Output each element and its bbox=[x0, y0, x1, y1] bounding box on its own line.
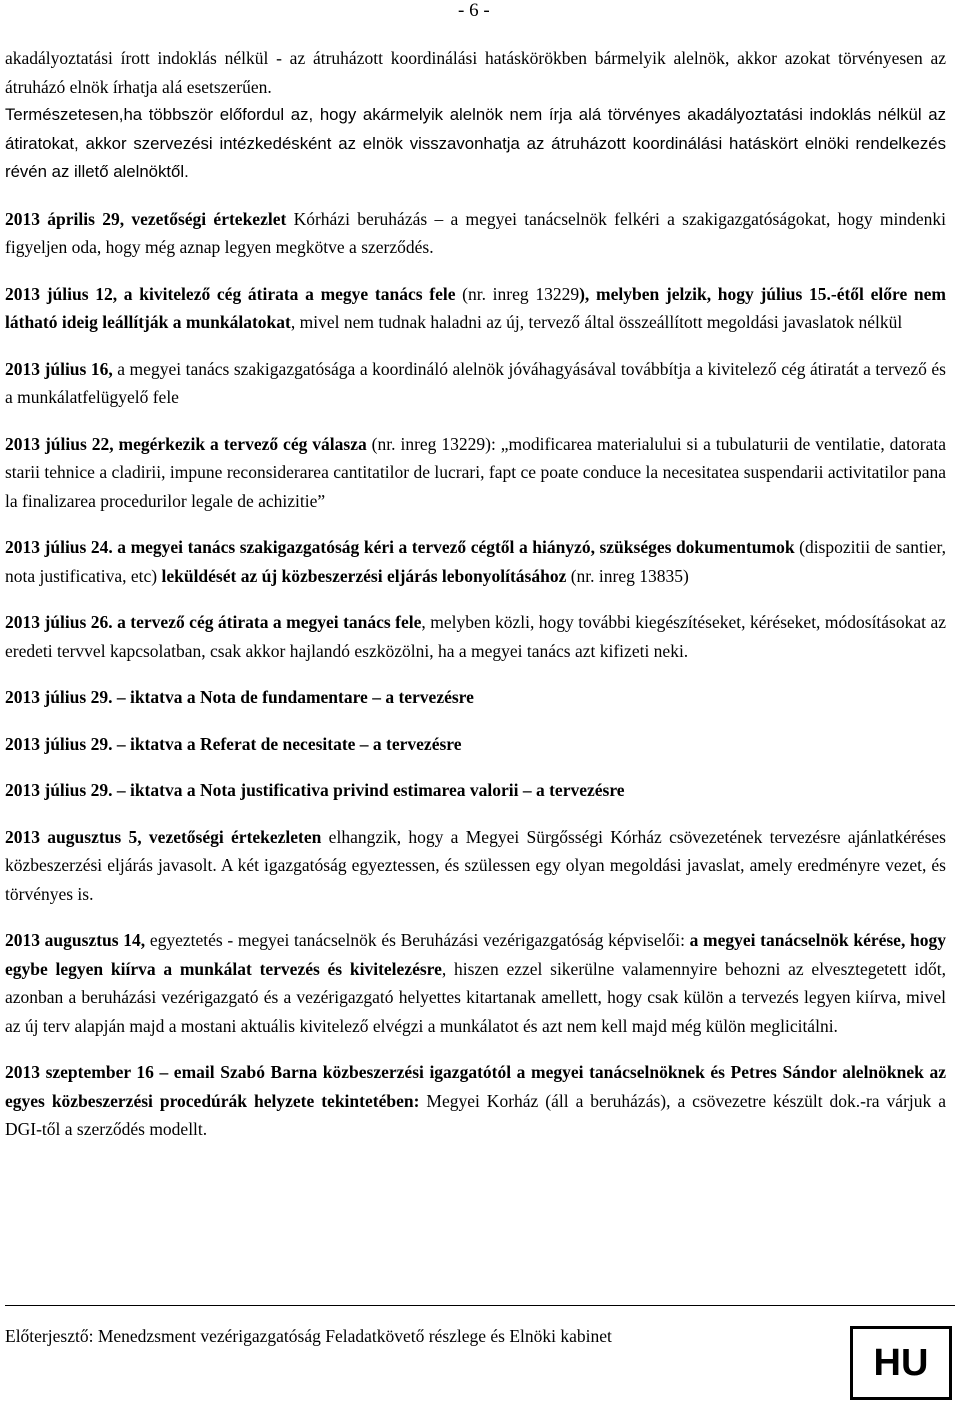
paragraph bbox=[5, 280, 946, 337]
paragraph bbox=[5, 1058, 946, 1144]
bold-text: 2013 július 29. – iktatva a Nota justificativa privind estimarea valorii – a tervezésre bbox=[5, 780, 625, 800]
bold-text: 2013 július 26. a tervező cég átirata a megyei tanács fele bbox=[5, 612, 422, 632]
text-run: elhangzik, hogy a Megyei Sürgősségi Kórház csövezetének tervezésre ajánlatkéréses közbeszerzési eljárás javasolt. A két igazgatóság egyeztessen, és szülessen egy olyan megoldási javaslat, amely eredményre vezet, és törvényes is. bbox=[5, 826, 946, 904]
text-run: (nr. inreg 13835) bbox=[566, 565, 689, 586]
text-run: (nr. inreg 13229): „modificarea materialului si a tubulaturii de ventilatie, datorata starii tehnice a cladirii, impune reconsiderarea cantitatilor de lucrari, fapt ce poate conduce la necesitatea suspendarii activitatilor pana la finalizarea procedurilor legale de achizitie” bbox=[5, 433, 946, 511]
text-run: egyeztetés - megyei tanácselnök és Beruházási vezérigazgatóság képviselői: bbox=[145, 930, 690, 950]
page-number: - 6 - bbox=[458, 0, 490, 21]
footer-text: Előterjesztő: Menedzsment vezérigazgatóság Feladatkövető részlege és Elnöki kabinet bbox=[5, 1326, 612, 1346]
paragraph bbox=[5, 205, 946, 262]
bold-text: a megyei tanácselnök kérése, hogy egybe legyen kiírva a munkálat tervezés és kivitelezésre bbox=[5, 930, 946, 979]
text-run: , mivel nem tudnak haladni az új, tervező által összeállított megoldási javaslatok nélkül bbox=[290, 312, 903, 332]
text-run: Természetesen,ha többször előfordul az, hogy akármelyik alelnök nem írja alá törvényes akadályoztatási indoklás nélkül az átiratokat, akkor szervezési intézkedésként az elnök visszavonhatja az átruházott koordinálási hatáskört elnöki rendelkezés révén az illető alelnöktől. bbox=[5, 105, 946, 181]
text-run: (nr. inreg 13229 bbox=[455, 283, 580, 304]
paragraph bbox=[5, 683, 946, 712]
paragraph bbox=[5, 776, 946, 805]
bold-text: 2013 augusztus 14, bbox=[5, 930, 146, 950]
language-badge: HU bbox=[850, 1326, 952, 1400]
bold-text: 2013 július 24. a megyei tanács szakigazgatóság kéri a tervező cégtől a hiányzó, szükséges dokumentumok bbox=[5, 537, 795, 557]
bold-text: 2013 július 22, megérkezik a tervező cég válasza bbox=[5, 433, 367, 454]
paragraph bbox=[5, 44, 946, 101]
document-body bbox=[5, 44, 946, 1144]
text-run: , hiszen ezzel sikerülne valamennyire behozni az elvesztegetett időt, azonban a beruházási vezérigazgató és a vezérigazgató helyettes kitartanak amellett, hogy csak külön a tervezés legyen kiírva, mivel az új terv alapján majd a mostani aktuális kivitelező elvégzi a munkálatot és azt nem kell majd még külön meglicitálni. bbox=[5, 958, 946, 1036]
bold-text: 2013 augusztus 5, vezetőségi értekezleten bbox=[5, 826, 322, 847]
bold-text: ), melyben jelzik, hogy július 15.-étől előre nem látható ideig leállítják a munkálatokat bbox=[5, 283, 947, 332]
bold-text: 2013 szeptember 16 – email Szabó Barna közbeszerzési igazgatótól a megyei tanácselnöknek és Petres Sándor alelnöknek az egyes közbeszerzési procedúrák helyzete tekintetében: bbox=[5, 1062, 946, 1111]
paragraph bbox=[5, 101, 946, 187]
paragraph bbox=[5, 608, 946, 665]
paragraph bbox=[5, 926, 946, 1040]
footer-divider bbox=[5, 1305, 955, 1306]
text-run: (dispozitii de santier, nota justificativa, etc) bbox=[5, 537, 946, 586]
text-run: Kórházi beruházás – a megyei tanácselnök felkéri a szakigazgatóságokat, hogy mindenki figyeljen oda, hogy még aznap legyen megkötve a szerződés. bbox=[5, 208, 946, 257]
paragraph bbox=[5, 430, 946, 516]
bold-text: 2013 július 12, a kivitelező cég átirata a megye tanács fele bbox=[5, 283, 456, 304]
text-run: Megyei Korház (áll a beruházás), a csövezetre készült dok.-ra várjuk a DGI-től a szerződés modellt. bbox=[5, 1090, 946, 1139]
text-run: a megyei tanács szakigazgatósága a koordináló alelnök jóváhagyásával továbbítja a kivitelező cég átiratát a tervező és a munkálatfelügyelő fele bbox=[5, 358, 946, 407]
bold-text: 2013 július 16, bbox=[5, 358, 113, 379]
bold-text: 2013 április 29, vezetőségi értekezlet bbox=[5, 208, 287, 229]
paragraph bbox=[5, 533, 946, 590]
text-run: , melyben közli, hogy további kiegészítéseket, kéréseket, módosításokat az eredeti tervvel kapcsolatban, csak akkor hajlandó eszközölni, ha a megyei tanács azt kifizeti neki. bbox=[5, 612, 946, 661]
paragraph bbox=[5, 823, 946, 909]
text-run: akadályoztatási írott indoklás nélkül - az átruházott koordinálási hatáskörökben bármelyik alelnök, akkor azokat törvényesen az átruházó elnök írhatja alá esetszerűen. bbox=[5, 48, 946, 97]
paragraph bbox=[5, 355, 946, 412]
bold-text: leküldését az új közbeszerzési eljárás lebonyolításához bbox=[161, 565, 567, 586]
bold-text: 2013 július 29. – iktatva a Referat de necesitate – a tervezésre bbox=[5, 733, 462, 754]
paragraph bbox=[5, 730, 946, 759]
bold-text: 2013 július 29. – iktatva a Nota de fundamentare – a tervezésre bbox=[5, 687, 474, 707]
